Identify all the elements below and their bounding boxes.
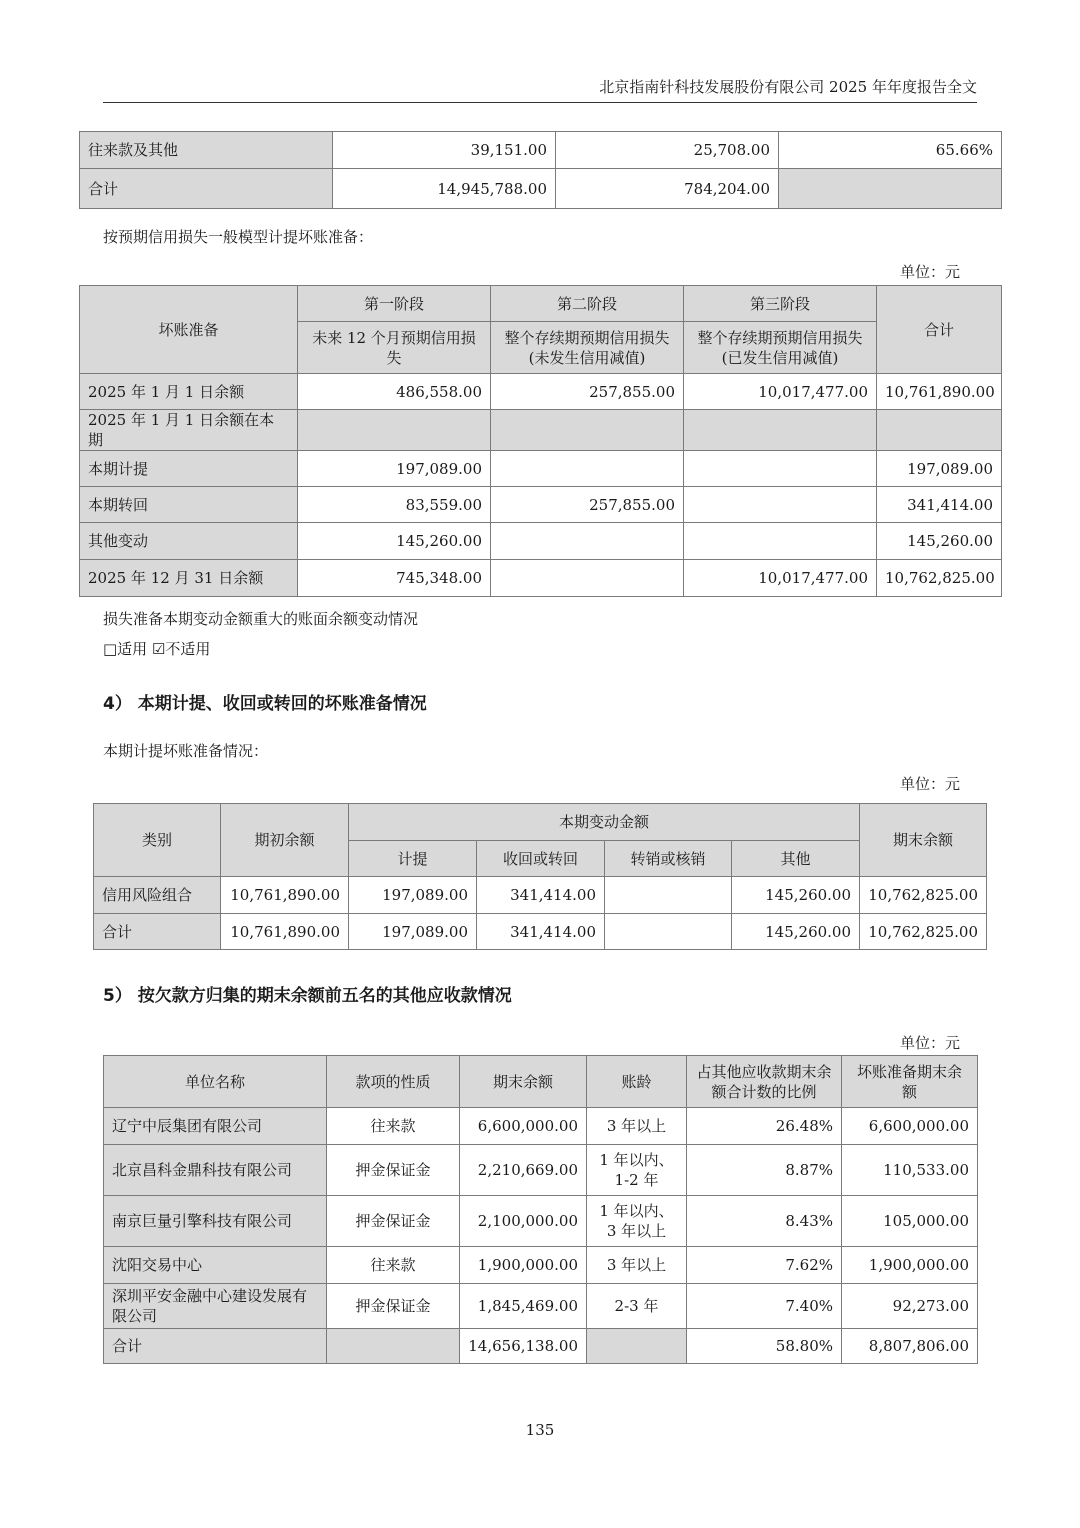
- cell-value: 92,273.00: [842, 1284, 978, 1329]
- report-header: 北京指南针科技发展股份有限公司 2025 年年度报告全文: [599, 78, 977, 96]
- header-rule: [103, 102, 977, 103]
- row-label: 2025 年 12 月 31 日余额: [80, 560, 298, 597]
- cell-value: 145,260.00: [877, 523, 1002, 560]
- header-ratio: 占其他应收款期末余额合计数的比例: [687, 1056, 842, 1108]
- cell-value: [491, 523, 684, 560]
- cell-value: 25,708.00: [556, 132, 779, 169]
- row-label: 沈阳交易中心: [104, 1247, 327, 1284]
- cell-value: 145,260.00: [298, 523, 491, 560]
- section-5-title: 5） 按欠款方归集的期末余额前五名的其他应收款情况: [103, 986, 512, 1006]
- row-label: 2025 年 1 月 1 日余额在本期: [80, 410, 298, 451]
- row-label: 信用风险组合: [94, 877, 221, 914]
- row-label: 合计: [80, 169, 333, 209]
- cell-value: [684, 487, 877, 523]
- row-label: 本期转回: [80, 487, 298, 523]
- table-row: [80, 523, 1002, 560]
- change-note: 损失准备本期变动金额重大的账面余额变动情况: [103, 610, 419, 628]
- row-label: 往来款及其他: [80, 132, 333, 169]
- cell-value: 110,533.00: [842, 1145, 978, 1196]
- table-row: [94, 914, 987, 950]
- cell-value: 3 年以上: [587, 1247, 687, 1284]
- table-row: [104, 1108, 978, 1145]
- cell-value: [327, 1329, 460, 1364]
- header-recovery: 收回或转回: [477, 841, 605, 877]
- cell-value: 10,761,890.00: [877, 374, 1002, 410]
- cell-value: [684, 410, 877, 451]
- table-row: [80, 169, 1002, 209]
- row-label: 辽宁中辰集团有限公司: [104, 1108, 327, 1145]
- applicable-checkbox-line: □适用 ☑不适用: [103, 640, 211, 658]
- page-number: 135: [525, 1421, 555, 1439]
- header-stage1-desc: 未来 12 个月预期信用损失: [298, 322, 491, 374]
- cell-value: [587, 1329, 687, 1364]
- row-label: 2025 年 1 月 1 日余额: [80, 374, 298, 410]
- table-row: [104, 1284, 978, 1329]
- cell-value: 押金保证金: [327, 1196, 460, 1247]
- table-row: [104, 1196, 978, 1247]
- row-label: 深圳平安金融中心建设发展有限公司: [104, 1284, 327, 1329]
- unit-label: 单位：元: [899, 1034, 960, 1052]
- cell-value: 往来款: [327, 1247, 460, 1284]
- cell-value: 58.80%: [687, 1329, 842, 1364]
- table-top5-debtors: [103, 1055, 978, 1364]
- header-provision: 计提: [349, 841, 477, 877]
- header-stage1: 第一阶段: [298, 286, 491, 322]
- section-4-title: 4） 本期计提、收回或转回的坏账准备情况: [103, 694, 427, 714]
- cell-value: 257,855.00: [491, 374, 684, 410]
- cell-value: 1,900,000.00: [460, 1247, 587, 1284]
- cell-value: 8.43%: [687, 1196, 842, 1247]
- section-4-intro: 本期计提坏账准备情况：: [103, 742, 269, 760]
- header-other: 其他: [732, 841, 860, 877]
- cell-value: 1,900,000.00: [842, 1247, 978, 1284]
- cell-value: 10,762,825.00: [860, 914, 987, 950]
- row-label: 南京巨量引擎科技有限公司: [104, 1196, 327, 1247]
- cell-value: 2-3 年: [587, 1284, 687, 1329]
- cell-value: [684, 451, 877, 487]
- cell-value: 10,761,890.00: [221, 914, 349, 950]
- cell-value: 2,100,000.00: [460, 1196, 587, 1247]
- row-label: 合计: [94, 914, 221, 950]
- table-row: [104, 1329, 978, 1364]
- table-row: [80, 560, 1002, 597]
- header-change: 本期变动金额: [349, 804, 860, 841]
- cell-value: 1,845,469.00: [460, 1284, 587, 1329]
- cell-value: 3 年以上: [587, 1108, 687, 1145]
- unit-label: 单位：元: [899, 775, 960, 793]
- cell-value: 1 年以内、1-2 年: [587, 1145, 687, 1196]
- cell-value: 往来款: [327, 1108, 460, 1145]
- cell-value: 10,762,825.00: [860, 877, 987, 914]
- row-label: 北京昌科金鼎科技有限公司: [104, 1145, 327, 1196]
- cell-value: 197,089.00: [298, 451, 491, 487]
- cell-value: 197,089.00: [349, 877, 477, 914]
- cell-value: [298, 410, 491, 451]
- header-balance: 期末余额: [460, 1056, 587, 1108]
- table-row: [94, 877, 987, 914]
- cell-value: 8,807,806.00: [842, 1329, 978, 1364]
- table-other-receivables-tail: [79, 131, 1002, 209]
- header-age: 账龄: [587, 1056, 687, 1108]
- cell-value: 745,348.00: [298, 560, 491, 597]
- table-row: [80, 410, 1002, 451]
- cell-value: 14,945,788.00: [333, 169, 556, 209]
- header-stage3-desc: 整个存续期预期信用损失(已发生信用减值): [684, 322, 877, 374]
- cell-value: 10,762,825.00: [877, 560, 1002, 597]
- cell-value: [605, 877, 732, 914]
- cell-value: [491, 451, 684, 487]
- cell-value: 784,204.00: [556, 169, 779, 209]
- cell-value: 2,210,669.00: [460, 1145, 587, 1196]
- cell-value: 10,761,890.00: [221, 877, 349, 914]
- cell-value: 6,600,000.00: [460, 1108, 587, 1145]
- table-header-row: [94, 804, 987, 841]
- cell-value: 1 年以内、3 年以上: [587, 1196, 687, 1247]
- table-header-row: [104, 1056, 978, 1108]
- cell-value: 145,260.00: [732, 877, 860, 914]
- table-bad-debt-changes: [93, 803, 987, 950]
- table-row: [80, 451, 1002, 487]
- cell-value: 197,089.00: [877, 451, 1002, 487]
- cell-value: [779, 169, 1002, 209]
- table-row: [80, 132, 1002, 169]
- cell-value: 10,017,477.00: [684, 374, 877, 410]
- row-label: 本期计提: [80, 451, 298, 487]
- table-row: [80, 487, 1002, 523]
- cell-value: 65.66%: [779, 132, 1002, 169]
- header-opening: 期初余额: [221, 804, 349, 877]
- table-row: [104, 1247, 978, 1284]
- cell-value: 26.48%: [687, 1108, 842, 1145]
- cell-value: 14,656,138.00: [460, 1329, 587, 1364]
- cell-value: [491, 560, 684, 597]
- cell-value: 341,414.00: [477, 914, 605, 950]
- cell-value: 341,414.00: [877, 487, 1002, 523]
- cell-value: 7.40%: [687, 1284, 842, 1329]
- header-nature: 款项的性质: [327, 1056, 460, 1108]
- cell-value: 341,414.00: [477, 877, 605, 914]
- header-total: 合计: [877, 286, 1002, 374]
- table-bad-debt-stages: [79, 285, 1002, 597]
- cell-value: 83,559.00: [298, 487, 491, 523]
- cell-value: 7.62%: [687, 1247, 842, 1284]
- cell-value: 197,089.00: [349, 914, 477, 950]
- cell-value: 486,558.00: [298, 374, 491, 410]
- cell-value: 6,600,000.00: [842, 1108, 978, 1145]
- cell-value: 105,000.00: [842, 1196, 978, 1247]
- cell-value: [877, 410, 1002, 451]
- section-intro: 按预期信用损失一般模型计提坏账准备：: [103, 228, 374, 246]
- header-bad-debt: 坏账准备: [80, 286, 298, 374]
- table-row: [104, 1145, 978, 1196]
- row-label: 其他变动: [80, 523, 298, 560]
- cell-value: 145,260.00: [732, 914, 860, 950]
- cell-value: [684, 523, 877, 560]
- header-name: 单位名称: [104, 1056, 327, 1108]
- header-category: 类别: [94, 804, 221, 877]
- header-writeoff: 转销或核销: [605, 841, 732, 877]
- row-label: 合计: [104, 1329, 327, 1364]
- cell-value: 257,855.00: [491, 487, 684, 523]
- header-stage2: 第二阶段: [491, 286, 684, 322]
- cell-value: 押金保证金: [327, 1284, 460, 1329]
- header-bad-debt: 坏账准备期末余额: [842, 1056, 978, 1108]
- cell-value: 10,017,477.00: [684, 560, 877, 597]
- header-closing: 期末余额: [860, 804, 987, 877]
- cell-value: [605, 914, 732, 950]
- cell-value: 8.87%: [687, 1145, 842, 1196]
- header-stage2-desc: 整个存续期预期信用损失(未发生信用减值): [491, 322, 684, 374]
- unit-label: 单位：元: [899, 263, 960, 281]
- header-stage3: 第三阶段: [684, 286, 877, 322]
- cell-value: [491, 410, 684, 451]
- cell-value: 押金保证金: [327, 1145, 460, 1196]
- cell-value: 39,151.00: [333, 132, 556, 169]
- table-header-row: [80, 286, 1002, 322]
- table-row: [80, 374, 1002, 410]
